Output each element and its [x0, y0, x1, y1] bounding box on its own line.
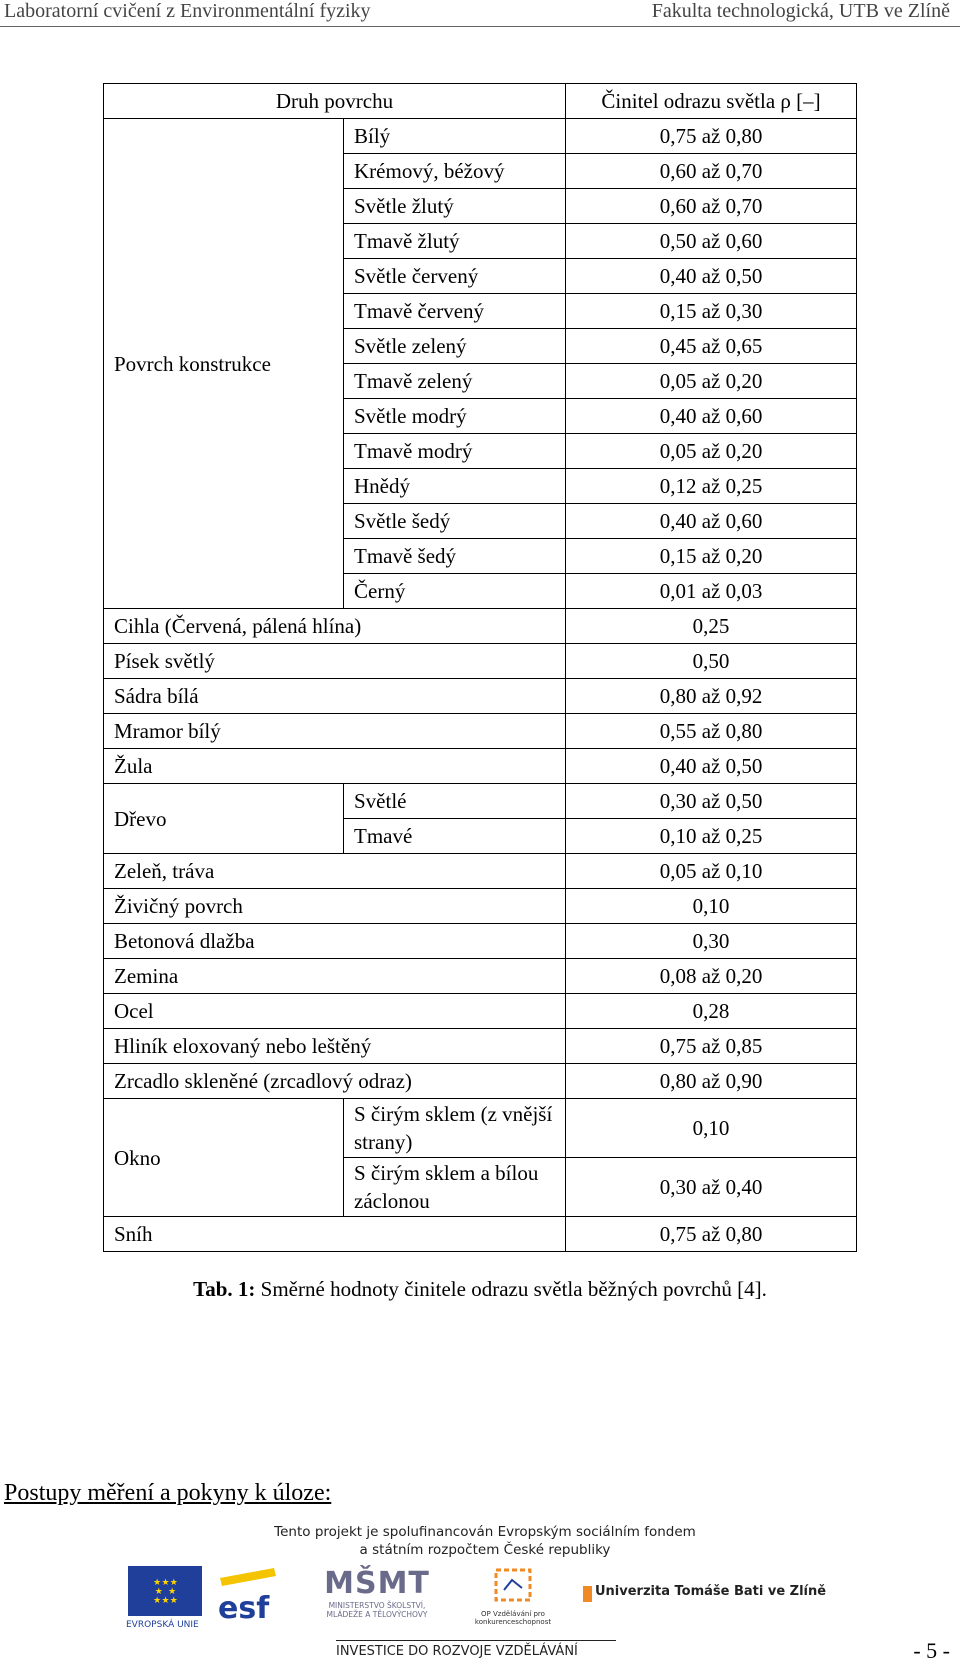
row-value: 0,60 až 0,70 — [566, 154, 857, 189]
table-row — [104, 1029, 857, 1064]
row-value: 0,80 až 0,90 — [566, 1064, 857, 1099]
header-rule — [0, 26, 960, 27]
row-material: Sádra bílá — [104, 679, 566, 714]
header-surface-type: Druh povrchu — [104, 84, 566, 119]
utb-logo-text: Univerzita Tomáše Bati ve Zlíně — [595, 1584, 827, 1599]
row-value: 0,15 až 0,20 — [566, 539, 857, 574]
row-value: 0,40 až 0,50 — [566, 259, 857, 294]
esf-logo — [216, 1566, 282, 1626]
row-subtype: Tmavě žlutý — [344, 224, 566, 259]
row-subtype: Světle červený — [344, 259, 566, 294]
row-value: 0,60 až 0,70 — [566, 189, 857, 224]
table-row — [104, 714, 857, 749]
table-row — [104, 959, 857, 994]
page-header — [0, 0, 960, 24]
funding-line-2: a státním rozpočtem České republiky — [359, 1542, 611, 1558]
footer-invest-text: INVESTICE DO ROZVOJE VZDĚLÁVÁNÍ — [336, 1644, 578, 1659]
row-value: 0,75 až 0,80 — [566, 1217, 857, 1252]
logo-strip — [0, 1566, 960, 1636]
table-header-row — [104, 84, 857, 119]
row-value: 0,10 — [566, 1099, 857, 1158]
table-row — [104, 609, 857, 644]
row-value: 0,30 — [566, 924, 857, 959]
table-row — [104, 994, 857, 1029]
footer-rule — [336, 1640, 616, 1641]
row-value: 0,40 až 0,50 — [566, 749, 857, 784]
row-value: 0,55 až 0,80 — [566, 714, 857, 749]
row-subtype: Tmavě modrý — [344, 434, 566, 469]
row-value: 0,05 až 0,20 — [566, 364, 857, 399]
table-row — [104, 889, 857, 924]
row-material: Cihla (Červená, pálená hlína) — [104, 609, 566, 644]
row-material: Zrcadlo skleněné (zrcadlový odraz) — [104, 1064, 566, 1099]
group-label: Dřevo — [104, 784, 344, 854]
row-value: 0,50 až 0,60 — [566, 224, 857, 259]
header-reflectance: Činitel odrazu světla ρ [–] — [566, 84, 857, 119]
group-label: Povrch konstrukce — [104, 119, 344, 609]
group-label: Okno — [104, 1099, 344, 1217]
reflectance-table — [103, 83, 857, 1252]
row-subtype: Světle zelený — [344, 329, 566, 364]
row-material: Sníh — [104, 1217, 566, 1252]
row-material: Žula — [104, 749, 566, 784]
row-value: 0,45 až 0,65 — [566, 329, 857, 364]
row-subtype: Tmavě červený — [344, 294, 566, 329]
row-material: Mramor bílý — [104, 714, 566, 749]
row-value: 0,40 až 0,60 — [566, 399, 857, 434]
row-value: 0,80 až 0,92 — [566, 679, 857, 714]
caption-text: Směrné hodnoty činitele odrazu světla běžných povrchů [4]. — [255, 1277, 767, 1301]
row-subtype: S čirým sklem a bílou záclonou — [344, 1158, 566, 1217]
row-subtype: Světle žlutý — [344, 189, 566, 224]
funding-line-1: Tento projekt je spolufinancován Evropským sociálním fondem — [274, 1524, 696, 1540]
row-value: 0,28 — [566, 994, 857, 1029]
msmt-logo — [312, 1566, 442, 1636]
row-value: 0,15 až 0,30 — [566, 294, 857, 329]
row-material: Zeleň, tráva — [104, 854, 566, 889]
row-value: 0,40 až 0,60 — [566, 504, 857, 539]
row-value: 0,05 až 0,10 — [566, 854, 857, 889]
utb-mark-icon — [583, 1586, 592, 1602]
eu-flag-logo — [128, 1566, 202, 1616]
row-value: 0,30 až 0,40 — [566, 1158, 857, 1217]
eu-label: EVROPSKÁ UNIE — [126, 1620, 199, 1630]
table-row — [104, 784, 857, 819]
row-value: 0,10 až 0,25 — [566, 819, 857, 854]
msmt-text: MINISTERSTVO ŠKOLSTVÍ, MLÁDEŽE A TĚLOVÝCHOVY — [326, 1601, 428, 1619]
table-row — [104, 644, 857, 679]
table-row — [104, 1217, 857, 1252]
table-row — [104, 749, 857, 784]
table-row — [104, 1064, 857, 1099]
row-subtype: Světle modrý — [344, 399, 566, 434]
msmt-mark-icon: MŠMT — [324, 1566, 430, 1601]
row-value: 0,75 až 0,80 — [566, 119, 857, 154]
row-material: Zemina — [104, 959, 566, 994]
row-value: 0,12 až 0,25 — [566, 469, 857, 504]
funding-text — [245, 1523, 725, 1559]
row-subtype: Tmavě zelený — [344, 364, 566, 399]
table-row — [104, 119, 857, 154]
row-subtype: Tmavě šedý — [344, 539, 566, 574]
eu-stars-icon: ★ ★ ★ ★ ★ ★ ★ ★ — [153, 1576, 177, 1605]
op-mark-icon — [490, 1566, 536, 1606]
row-material: Živičný povrch — [104, 889, 566, 924]
row-value: 0,01 až 0,03 — [566, 574, 857, 609]
row-subtype: Bílý — [344, 119, 566, 154]
esf-logo-text: esf — [218, 1591, 270, 1626]
table-row — [104, 854, 857, 889]
row-material: Hliník eloxovaný nebo leštěný — [104, 1029, 566, 1064]
row-subtype: Hnědý — [344, 469, 566, 504]
header-course-title: Laboratorní cvičení z Environmentální fyziky — [4, 0, 371, 22]
row-subtype: Černý — [344, 574, 566, 609]
op-text: OP Vzdělávání pro konkurenceschopnost — [474, 1610, 552, 1626]
section-heading: Postupy měření a pokyny k úloze: — [4, 1480, 332, 1506]
row-value: 0,05 až 0,20 — [566, 434, 857, 469]
row-subtype: Světle šedý — [344, 504, 566, 539]
table-row — [104, 924, 857, 959]
row-value: 0,30 až 0,50 — [566, 784, 857, 819]
row-value: 0,08 až 0,20 — [566, 959, 857, 994]
row-value: 0,50 — [566, 644, 857, 679]
header-faculty: Fakulta technologická, UTB ve Zlíně — [651, 0, 950, 22]
row-value: 0,10 — [566, 889, 857, 924]
table-caption — [0, 1277, 960, 1302]
row-material: Betonová dlažba — [104, 924, 566, 959]
row-material: Písek světlý — [104, 644, 566, 679]
row-value: 0,75 až 0,85 — [566, 1029, 857, 1064]
row-subtype: Tmavé — [344, 819, 566, 854]
row-subtype: S čirým sklem (z vnější strany) — [344, 1099, 566, 1158]
table-row — [104, 679, 857, 714]
row-material: Ocel — [104, 994, 566, 1029]
page-number: - 5 - — [913, 1638, 950, 1663]
row-subtype: Světlé — [344, 784, 566, 819]
caption-label: Tab. 1: — [193, 1277, 256, 1301]
op-logo — [468, 1566, 558, 1636]
row-value: 0,25 — [566, 609, 857, 644]
table-row — [104, 1099, 857, 1158]
row-subtype: Krémový, béžový — [344, 154, 566, 189]
